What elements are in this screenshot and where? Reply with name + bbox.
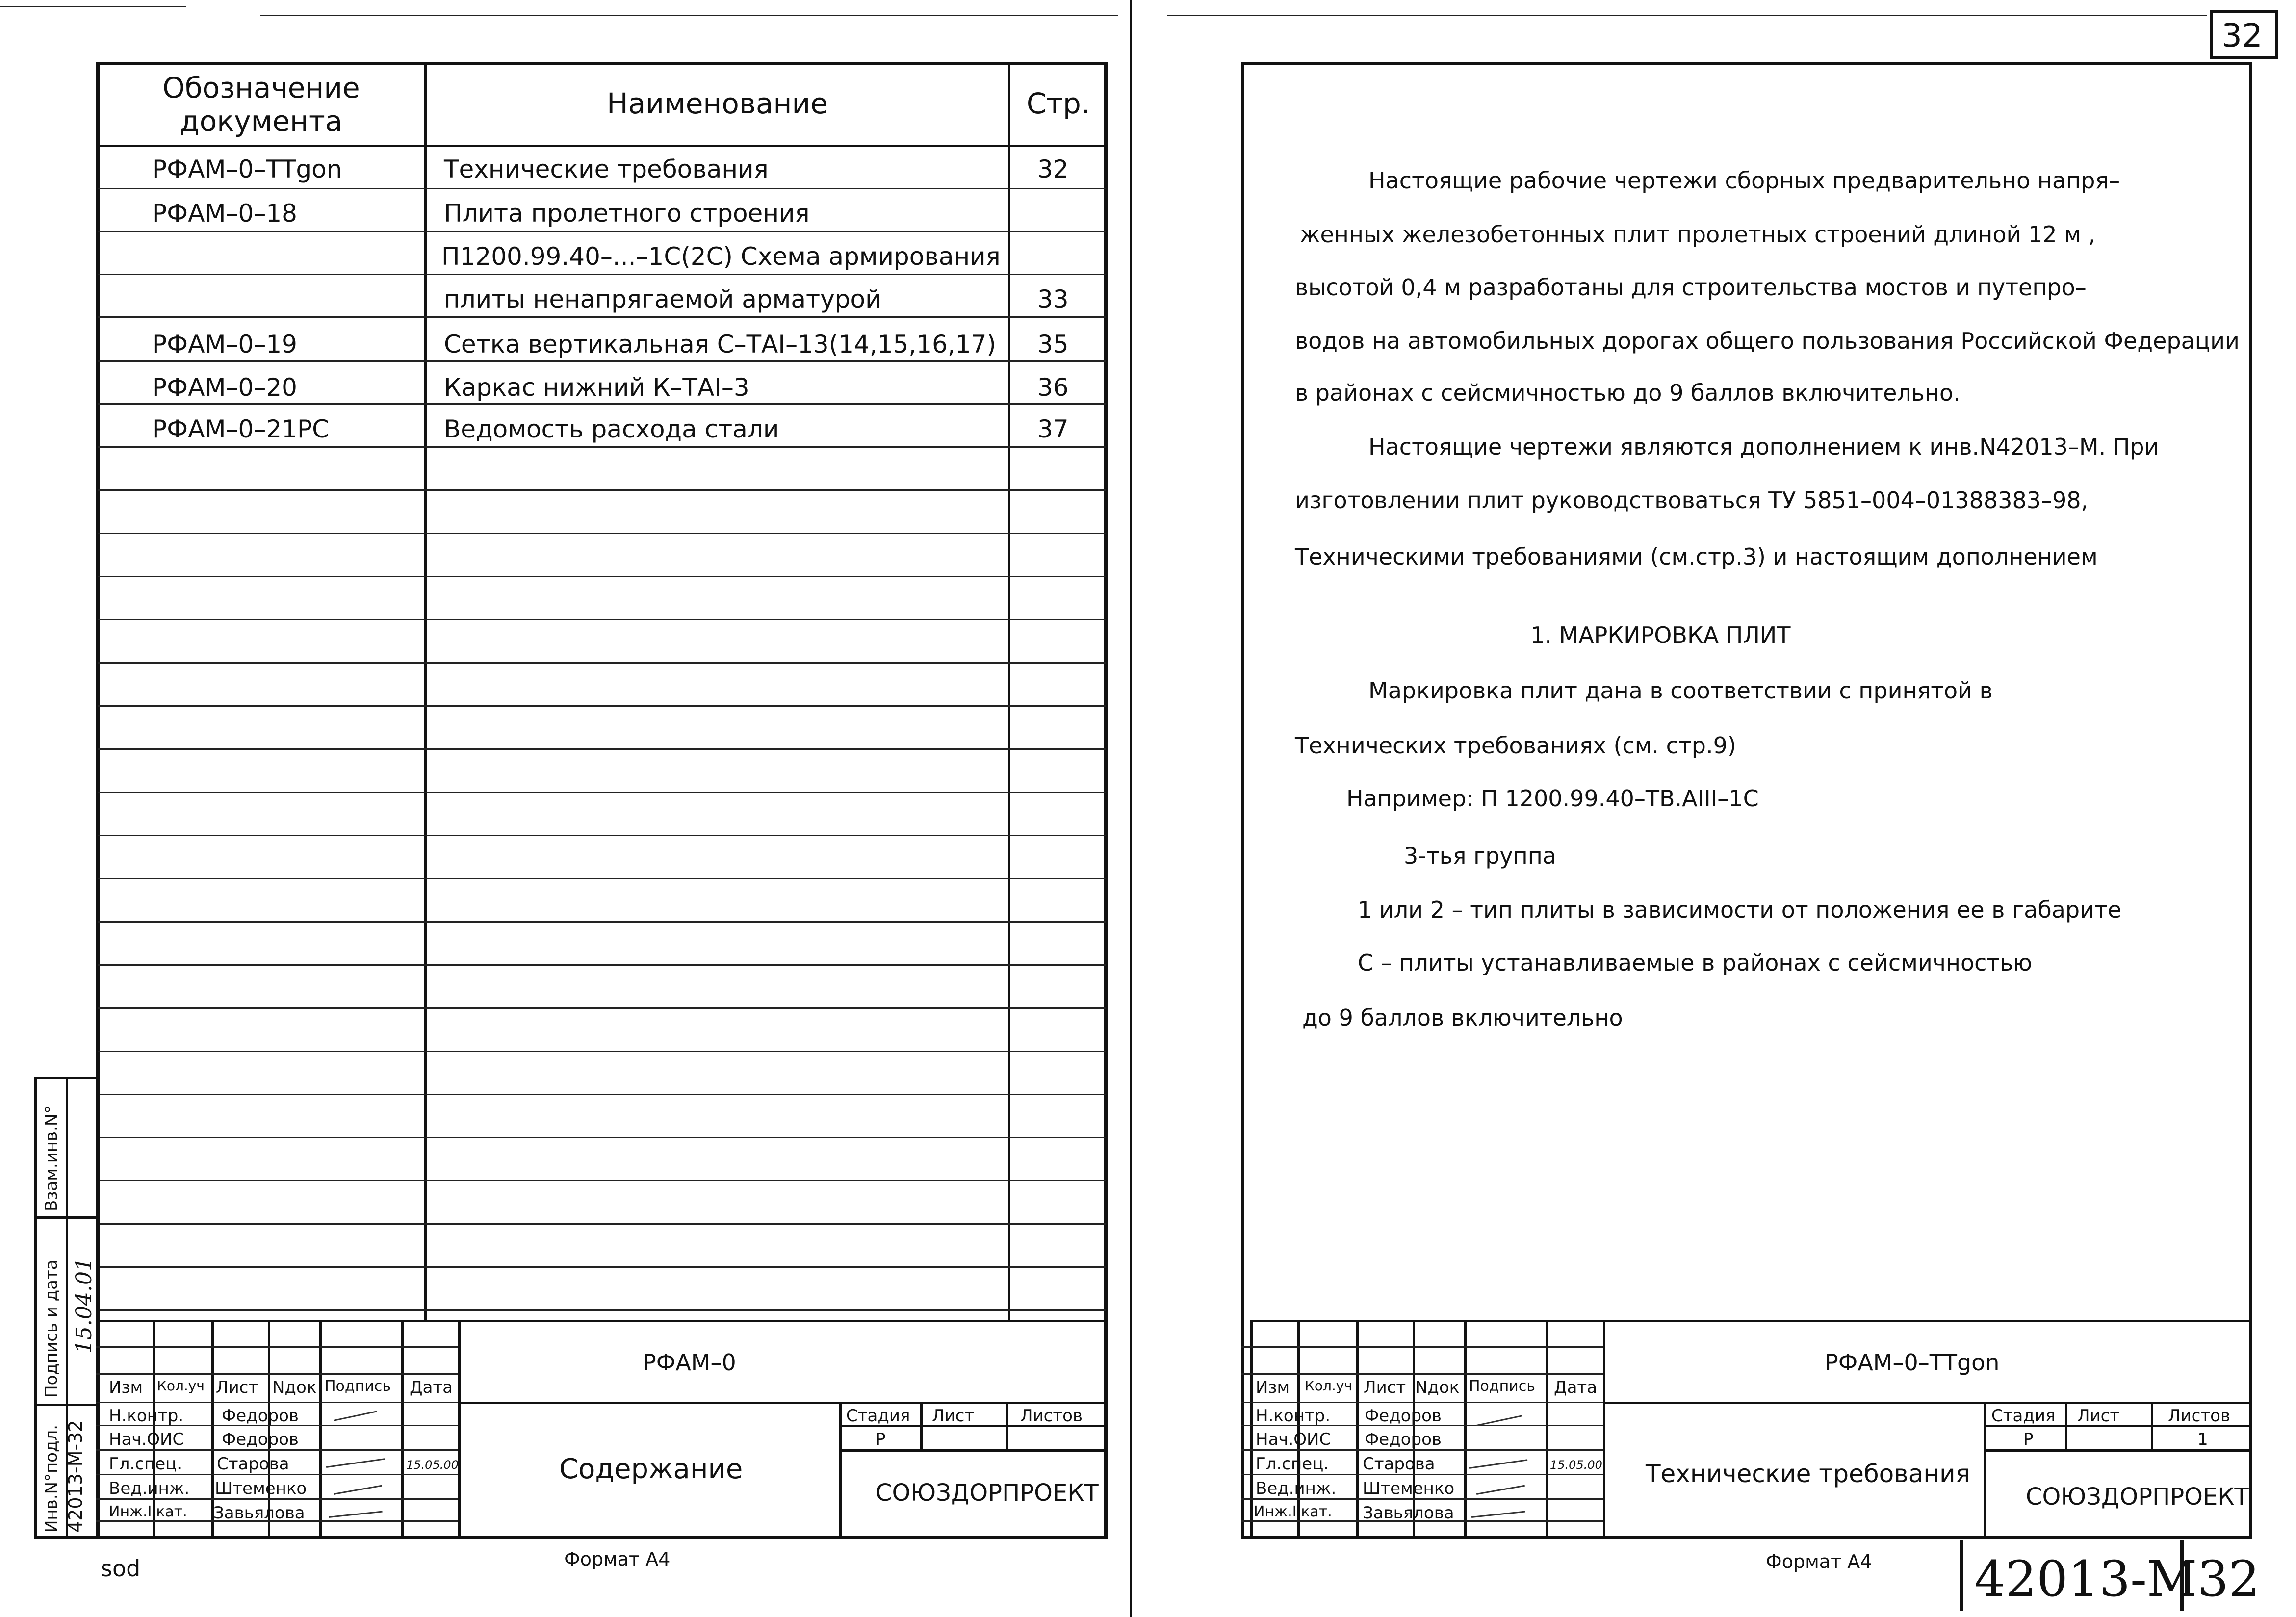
title-block-line: [1006, 1402, 1008, 1449]
table-row-line: [98, 576, 1106, 577]
title-block-line: [2065, 1402, 2067, 1449]
row-name: Плита пролетного строения: [444, 199, 810, 228]
sheet-value: 1: [2197, 1430, 2208, 1449]
stage-header: Стадия: [846, 1406, 910, 1426]
table-row-line: [98, 188, 1106, 189]
legend-line: С – плиты устанавливаемые в районах с сейсмичностью: [1358, 950, 2033, 976]
table-row-line: [98, 403, 1106, 405]
row-designation: РФАМ–0–21РС: [152, 415, 330, 443]
inv-value: 42013-M-32: [65, 1420, 86, 1533]
title-block-line: [1241, 1449, 1603, 1451]
album-page: 32: [2197, 1550, 2260, 1608]
col-header-podpis: Подпись: [1469, 1378, 1535, 1395]
header-designation-line1: Обозначение: [162, 71, 360, 104]
title-block-line: [1241, 1498, 1603, 1500]
col-header-ndok: Nдок: [272, 1378, 317, 1397]
title-block-line: [96, 1449, 458, 1451]
col-header-podpis: Подпись: [325, 1378, 391, 1395]
sheets-header: Листов: [1020, 1406, 1083, 1426]
text-line: Техническими требованиями (см.стр.3) и настоящим дополнением: [1295, 543, 2098, 570]
title-block-line: [1241, 1373, 1603, 1375]
col-header-data: Дата: [1554, 1378, 1598, 1397]
col-header-list: Лист: [216, 1378, 258, 1397]
person-role: Гл.спец.: [1256, 1454, 1329, 1474]
title-block-title: Технические требования: [1646, 1460, 1970, 1488]
row-name: плиты ненапрягаемой арматурой: [444, 285, 881, 313]
table-row-line: [98, 231, 1106, 232]
text-line: водов на автомобильных дорогах общего пользования Российской Федерации: [1295, 328, 2240, 354]
text-line: Маркировка плит дана в соответствии с принятой в: [1368, 677, 1993, 704]
person-role: Инж.IIкат.: [109, 1503, 187, 1520]
legend-line: 1 или 2 – тип плиты в зависимости от положения ее в габарите: [1358, 897, 2122, 923]
title-block-line: [319, 1320, 322, 1539]
table-row-line: [98, 705, 1106, 707]
table-row-line: [98, 964, 1106, 966]
title-block-line: [1984, 1402, 1986, 1539]
col-header-izm: Изм: [1256, 1378, 1290, 1397]
text-line: Настоящие рабочие чертежи сборных предварительно напря–: [1368, 167, 2120, 194]
legend-line: до 9 баллов включительно: [1302, 1004, 1623, 1031]
title-block-line: [920, 1402, 923, 1449]
table-row-line: [98, 1051, 1106, 1052]
title-block-line: [839, 1402, 842, 1539]
person-name: Завьялова: [1363, 1503, 1454, 1523]
left-sheet-frame: [96, 62, 1108, 1539]
person-name: Федоров: [222, 1430, 299, 1449]
stage-value: Р: [2023, 1430, 2034, 1449]
row-page: 32: [1037, 155, 1069, 183]
podpis-data-label: Подпись и дата: [42, 1259, 61, 1398]
table-row-line: [98, 878, 1106, 879]
person-name: Штеменко: [1363, 1479, 1455, 1498]
text-line: в районах с сейсмичностью до 9 баллов включительно.: [1295, 380, 1961, 406]
person-role: Гл.спец.: [109, 1454, 182, 1474]
title-block-code: РФАМ–0: [643, 1349, 736, 1376]
table-row-line: [98, 274, 1106, 275]
table-row-line: [98, 1180, 1106, 1181]
title-block-line: [96, 1346, 458, 1348]
title-block-top: [96, 1320, 1108, 1322]
title-block-line: [458, 1320, 461, 1539]
title-block-line: [1241, 1346, 1603, 1348]
person-role: Н.контр.: [109, 1406, 184, 1426]
table-row-line: [98, 446, 1106, 448]
row-designation: РФАМ–0–ТТgon: [152, 155, 342, 183]
table-row-line: [98, 1266, 1106, 1268]
sheets-header: Листов: [2168, 1406, 2231, 1426]
format-label: Формат А4: [1766, 1551, 1872, 1572]
page-number-box: [2210, 10, 2278, 59]
header-name: Наименование: [607, 87, 828, 120]
table-row-line: [98, 1094, 1106, 1095]
header-page: Стр.: [1026, 87, 1090, 120]
title-block-line: [1464, 1320, 1467, 1539]
person-role: Вед.инж.: [1256, 1479, 1337, 1498]
inv-podl-label: Инв.N°подл.: [42, 1424, 61, 1533]
sheet-header: Лист: [2077, 1406, 2120, 1426]
person-role: Инж.IIкат.: [1254, 1503, 1332, 1520]
row-name: Ведомость расхода стали: [444, 415, 779, 443]
title-block-line: [401, 1320, 404, 1539]
header-designation-line2: документа: [180, 104, 343, 138]
title-block-line: [1603, 1320, 1605, 1539]
footer-label: sod: [101, 1555, 141, 1582]
title-block-line: [1546, 1320, 1548, 1539]
person-name: Завьялова: [213, 1503, 305, 1523]
title-block-org: СОЮЗДОРПРОЕКТ: [2026, 1483, 2249, 1511]
row-name: Сетка вертикальная С–ТАI–13(14,15,16,17): [444, 330, 996, 359]
title-block-line: [2151, 1402, 2153, 1449]
person-name: Федоров: [1365, 1430, 1442, 1449]
title-block-line: [1984, 1449, 2252, 1452]
person-role: Н.контр.: [1256, 1406, 1331, 1426]
row-designation: РФАМ–0–19: [152, 330, 297, 359]
stage-header: Стадия: [1991, 1406, 2056, 1426]
title-block-line: [96, 1373, 458, 1375]
row-name: П1200.99.40–...–1С(2С) Схема армирования: [441, 242, 1001, 271]
row-page: 36: [1037, 373, 1069, 402]
col-header-kol: Кол.уч: [157, 1378, 205, 1394]
text-line: изготовлении плит руководствоваться ТУ 5851–004–01388383–98,: [1295, 487, 2089, 513]
table-row-line: [98, 489, 1106, 491]
text-line: женных железобетонных плит пролетных строений длиной 12 м ,: [1300, 221, 2096, 248]
row-page: 37: [1037, 415, 1069, 443]
title-block-line: [1241, 1474, 1603, 1475]
example-line: Например: П 1200.99.40–ТВ.АIII–1С: [1346, 785, 1759, 812]
col-header-list: Лист: [1364, 1378, 1406, 1397]
title-block-title: Содержание: [559, 1453, 743, 1485]
title-block-code: РФАМ–0–ТТgon: [1825, 1349, 2000, 1376]
title-block-line: [839, 1449, 1108, 1452]
row-page: 33: [1037, 285, 1069, 313]
table-row-line: [98, 792, 1106, 793]
vzam-inv-label: Взам.инв.N°: [42, 1105, 61, 1211]
person-name: Федоров: [222, 1406, 299, 1426]
title-block-line: [1241, 1402, 1603, 1403]
person-name: Старова: [217, 1454, 289, 1474]
table-row-line: [98, 1309, 1106, 1311]
table-row-line: [98, 1137, 1106, 1138]
table-row-line: [98, 360, 1106, 362]
col-header-data: Дата: [410, 1378, 453, 1397]
table-row-line: [98, 316, 1106, 318]
text-line: Технических требованиях (см. стр.9): [1295, 732, 1736, 759]
person-name: Старова: [1363, 1454, 1435, 1474]
table-row-line: [98, 1007, 1106, 1009]
person-name: Федоров: [1365, 1406, 1442, 1426]
person-role: Вед.инж.: [109, 1479, 190, 1498]
table-row-line: [98, 921, 1106, 923]
col-header-izm: Изм: [109, 1378, 143, 1397]
person-role: Нач.ОИС: [109, 1430, 184, 1449]
row-designation: РФАМ–0–18: [152, 199, 297, 228]
text-line: Настоящие чертежи являются дополнением к инв.N42013–М. При: [1368, 434, 2159, 460]
title-block-org: СОЮЗДОРПРОЕКТ: [876, 1479, 1099, 1507]
stage-value: Р: [876, 1430, 886, 1449]
table-row-line: [98, 533, 1106, 534]
person-date: 15.05.00: [1550, 1458, 1602, 1472]
page-number: 32: [2221, 17, 2263, 54]
center-fold-line: [1130, 0, 1132, 1617]
row-designation: РФАМ–0–20: [152, 373, 297, 402]
title-block-line: [1356, 1320, 1359, 1539]
row-name: Технические требования: [444, 155, 769, 183]
section-title: 1. МАРКИРОВКА ПЛИТ: [1530, 622, 1791, 648]
text-line: высотой 0,4 м разработаны для строительства мостов и путепро–: [1295, 274, 2087, 301]
signature-date: 15.04.01: [72, 1258, 97, 1354]
title-block-line: [96, 1498, 458, 1500]
row-name: Каркас нижний К–ТАI–3: [444, 373, 749, 402]
row-page: 35: [1037, 330, 1069, 359]
col-header-ndok: Nдок: [1415, 1378, 1460, 1397]
person-role: Нач.ОИС: [1256, 1430, 1331, 1449]
title-block-line: [458, 1402, 1108, 1404]
table-row-line: [98, 619, 1106, 620]
title-block-line: [96, 1402, 458, 1403]
title-block-line: [1603, 1402, 2252, 1404]
legend-line: 3-тья группа: [1404, 843, 1556, 869]
table-row-line: [98, 1223, 1106, 1225]
album-code: 42013-М: [1974, 1550, 2197, 1608]
person-name: Штеменко: [215, 1479, 307, 1498]
title-block-line: [96, 1474, 458, 1475]
table-row-line: [98, 748, 1106, 750]
title-block-top: [1250, 1320, 2252, 1322]
table-row-line: [98, 662, 1106, 664]
col-header-kol: Кол.уч: [1305, 1378, 1352, 1394]
person-date: 15.05.00: [406, 1458, 459, 1472]
table-row-line: [98, 835, 1106, 836]
format-label: Формат А4: [564, 1548, 671, 1570]
sheet-header: Лист: [932, 1406, 975, 1426]
